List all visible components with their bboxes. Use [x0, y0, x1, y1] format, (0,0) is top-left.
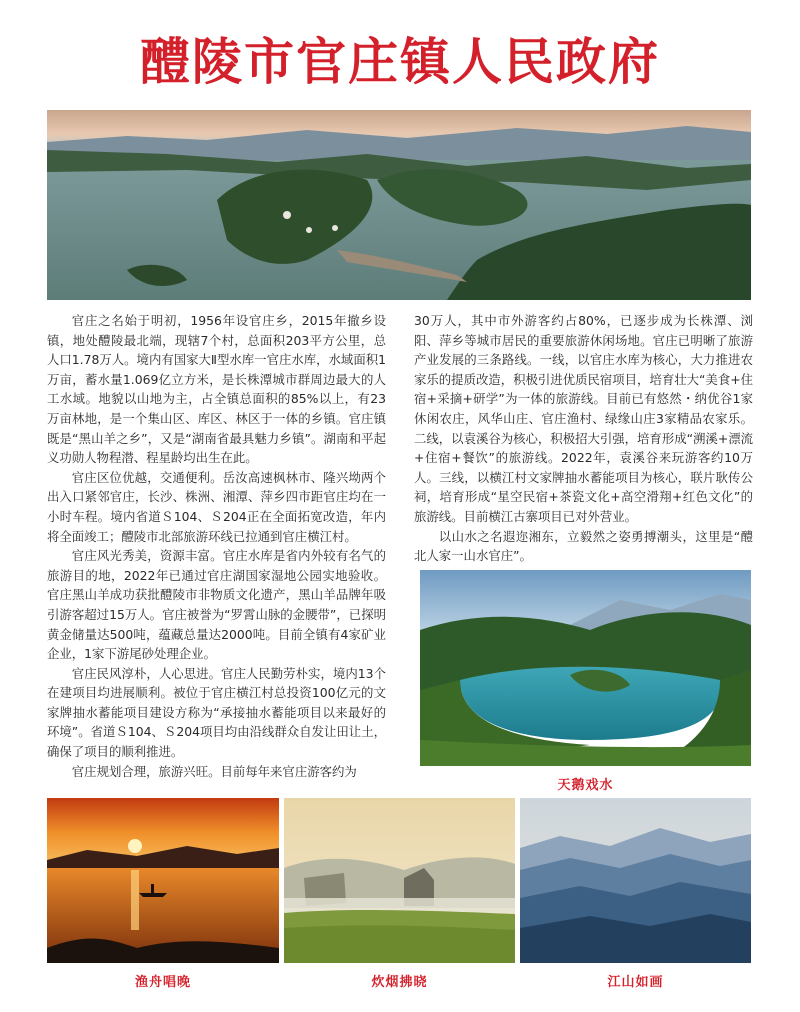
village-mist-photo: [284, 798, 515, 963]
paragraph: 30万人，其中市外游客约占80%，已逐步成为长株潭、浏阳、萍乡等城市居民的重要旅游休闲场地。官庄已明晰了旅游产业发展的三条路线。一线，以官庄水库为核心，大力推进农家乐的提质改造，积极引进优质民宿项目，培育壮大“美食+住宿+采摘+研学”为一体的旅游线。目前已有悠然・纳优谷1家休闲农庄，风华山庄、官庄渔村、绿缘山庄3家精品农家乐。二线，以袁溪谷为核心，积极招大引强，培育形成“溯溪+漂流+住宿+餐饮”的旅游线。2022年，袁溪谷来玩游客约10万人。三线，以横江村文家牌抽水蓄能项目为核心，联片耿传公祠，培育形成“星空民宿+茶瓷文化+高空滑翔+红色文化”的旅游线。目前横江古寨项目已对外营业。: [414, 313, 753, 524]
sunset-photo-caption: 渔舟唱晚: [134, 975, 191, 990]
paragraph: 官庄规划合理，旅游兴旺。目前每年来官庄游客约为: [71, 763, 357, 779]
lake-photo-caption: 天鹅戏水: [557, 778, 614, 793]
lake-photo: [420, 570, 751, 766]
right-text-column: [414, 311, 753, 566]
sunset-fishing-photo: [47, 798, 279, 963]
page-title: 醴陵市官庄镇人民政府: [140, 32, 660, 91]
paragraph: 官庄风光秀美，资源丰富。官庄水库是省内外较有名气的旅游目的地，2022年已通过官庄湖国家湿地公园实地验收。官庄黑山羊成功获批醴陵市非物质文化遗产，黑山羊品牌年吸引游客超过15万人。官庄被誉为“罗霄山脉的金腰带”，已探明黄金储量达500吨，蕴藏总量达2000吨。目前全镇有4家矿业企业，1家下游尾砂处理企业。: [47, 548, 386, 662]
left-text-column: [47, 311, 386, 781]
paragraph: 官庄民风淳朴，人心思进。官庄人民勤劳朴实，境内13个在建项目均进展顺利。被位于官庄横江村总投资100亿元的文家牌抽水蓄能项目建设方称为“承接抽水蓄能项目以来最好的环境”。省道Ｓ104、Ｓ204项目均由沿线群众自发让田让土，确保了项目的顺利推进。: [47, 665, 386, 760]
paragraph: 官庄区位优越，交通便利。岳汝高速枫林市、隆兴坳两个出入口紧邻官庄，长沙、株洲、湘潭、萍乡四市距官庄均在一小时车程。境内省道Ｓ104、Ｓ204正在全面拓宽改造，年内将全面竣工；醴陵市北部旅游环线已拉通到官庄横江村。: [47, 469, 386, 544]
paragraph: 以山水之名遐迩湘东，立毅然之姿勇搏潮头，这里是“醴北人家一山水官庄”。: [414, 528, 753, 564]
smoke-photo-caption: 炊烟拂晓: [371, 975, 428, 990]
mountain-range-photo: [520, 798, 751, 963]
reservoir-aerial-photo: [47, 110, 751, 300]
paragraph: 官庄之名始于明初，1956年设官庄乡，2015年撤乡设镇，地处醴陵最北端，现辖7个村，总面积203平方公里，总人口1.78万人。境内有国家大Ⅱ型水库一官庄水库，水域面积1万亩，蓄水量1.069亿立方米，是长株潭城市群周边最大的人工水域。地貌以山地为主，占全镇总面积的85%以上，有23万亩林地，是一个集山区、库区、林区于一体的乡镇。官庄镇既是“黑山羊之乡”，又是“湖南省最具魅力乡镇”。湖南和平起义功勋人物程潜、程星龄均出生在此。: [47, 313, 386, 466]
mountain-photo-caption: 江山如画: [607, 975, 664, 990]
